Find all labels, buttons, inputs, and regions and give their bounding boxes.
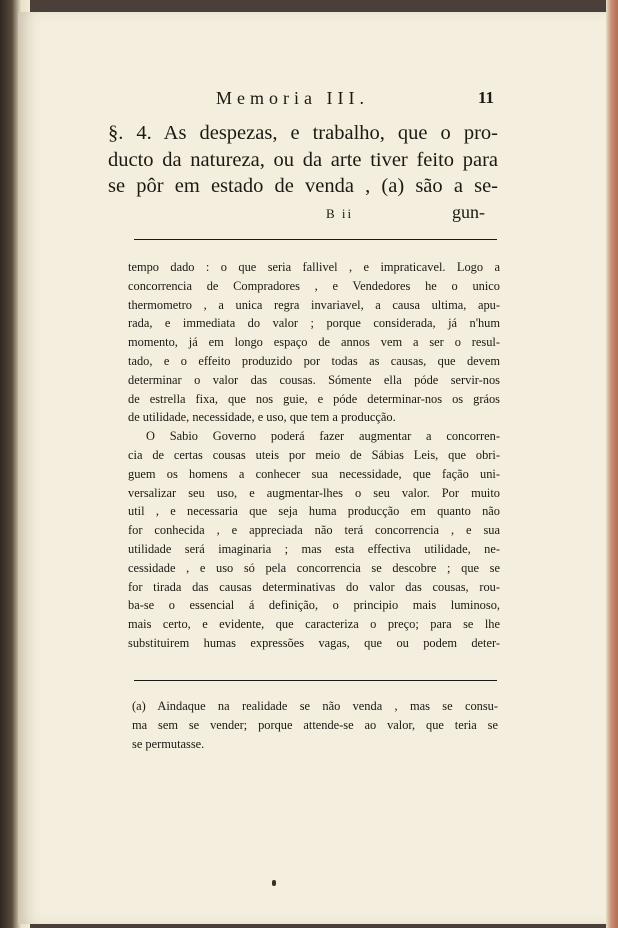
text-line: de estrella fixa, que nos guie, e póde determinar-nos os gráos bbox=[128, 391, 500, 406]
text-line: tempo dado : o que seria fallivel , e impraticavel. Logo a bbox=[128, 260, 500, 274]
text-line: cia de certas cousas uteis por meio de Sábias Leis, que obri- bbox=[128, 447, 500, 462]
text-line: ba-se o essencial á definição, o principio mais luminoso, bbox=[128, 598, 500, 613]
page-number: 11 bbox=[477, 88, 494, 107]
text-line: de utilidade, necessidade, e uso, que tem a producção. bbox=[128, 410, 396, 425]
body-text bbox=[128, 258, 500, 653]
heading-line: §. 4. As despezas, e trabalho, que o pro- bbox=[108, 122, 498, 144]
text-line: substituirem humas expressões vagas, que ou podem deter- bbox=[128, 635, 500, 650]
text-line: for conhecida , e appreciada não terá concorrencia , e sua bbox=[128, 523, 500, 538]
text-line: util , e necessaria que seja huma producção em quanto não bbox=[128, 504, 500, 519]
heading-line: ducto da natureza, ou da arte tiver feito para bbox=[108, 148, 498, 171]
text-line: O Sabio Governo poderá fazer augmentar a concorren- bbox=[146, 429, 500, 444]
running-head bbox=[204, 88, 494, 114]
text-line: momento, já em longo espaço de annos vem a ser o resul- bbox=[128, 335, 500, 350]
page-edge bbox=[606, 0, 618, 928]
text-line: mais certo, e evidente, que caracteriza o preço; para se lhe bbox=[128, 617, 500, 632]
footnote bbox=[132, 697, 498, 754]
signature-mark: B ii bbox=[326, 206, 354, 221]
divider-rule bbox=[134, 239, 497, 240]
text-line: for tirada das causas determinativas do valor das cousas, rou- bbox=[128, 579, 500, 594]
text-line: versalizar seu uso, e augmentar-lhes o seu valor. Por muito bbox=[128, 485, 500, 500]
text-line: rada, e immediata do valor ; porque considerada, já n'hum bbox=[128, 316, 500, 331]
footnote-rule bbox=[134, 680, 497, 681]
text-line: tado, e o effeito produzido por todas as causas, que devem bbox=[128, 353, 500, 368]
ink-speck bbox=[272, 880, 276, 886]
footnote-line: ma sem se vender; porque attende-se ao valor, que teria se bbox=[132, 718, 498, 732]
text-line: concorrencia de Compradores , e Vendedores he o unico bbox=[128, 278, 500, 293]
section-heading bbox=[108, 120, 498, 200]
text-line: utilidade será imaginaria ; mas esta effectiva utilidade, ne- bbox=[128, 541, 500, 556]
text-line: guem os homens a conhecer sua necessidade, que fação uni- bbox=[128, 466, 500, 481]
text-line: cessidade , e uso só pela concorrencia se descobre ; que se bbox=[128, 560, 500, 575]
footnote-line: (a) Aindaque na realidade se não venda , mas se consu- bbox=[132, 699, 498, 713]
footnote-line: se permutasse. bbox=[132, 737, 205, 751]
running-title: Memoria III. bbox=[216, 88, 369, 108]
heading-line: se pôr em estado de venda , (a) são a se- bbox=[108, 175, 498, 197]
text-line: thermometro , a unica regra invariavel, a causa ultima, apu- bbox=[128, 297, 500, 312]
text-line: determinar o valor das cousas. Sómente ella póde servir-nos bbox=[128, 372, 500, 387]
catchword: gun- bbox=[452, 202, 485, 222]
